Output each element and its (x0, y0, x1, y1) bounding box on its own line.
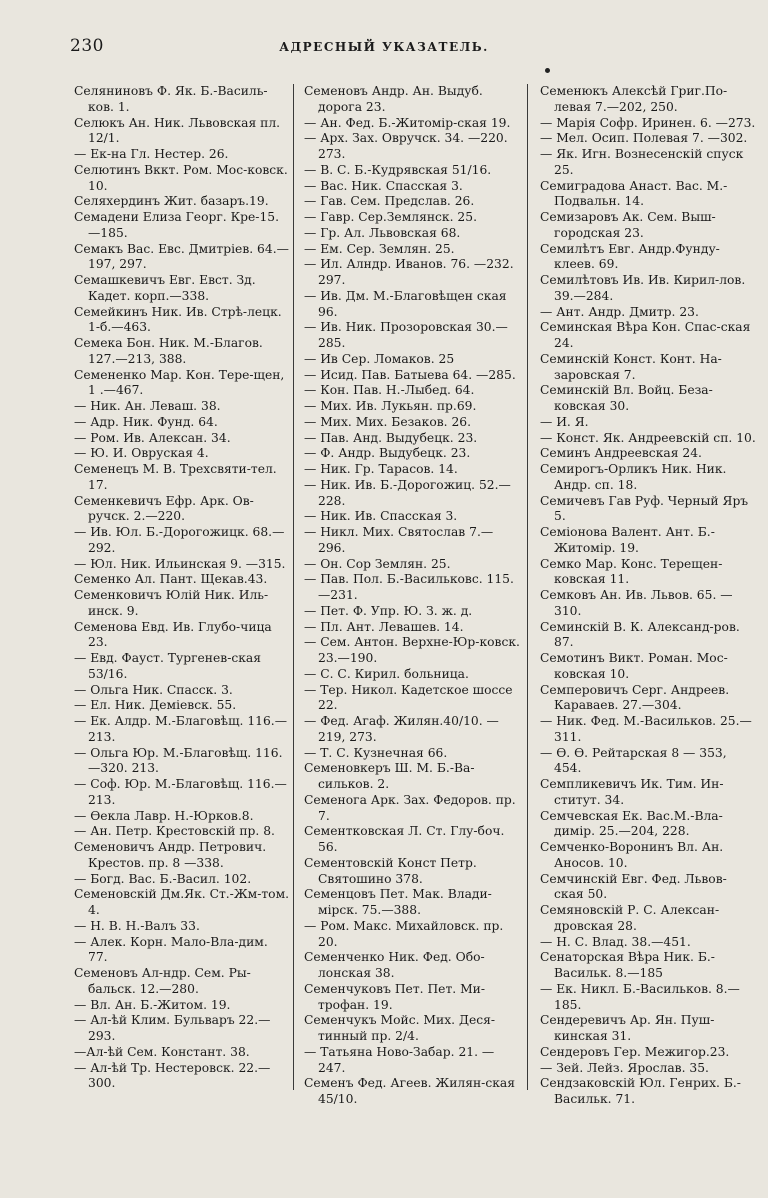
directory-entry: Семирогъ-Орликъ Ник. Ник. Андр. сп. 18. (540, 462, 727, 492)
directory-entry: — Ал-ѣй Тр. Нестеровск. 22.—300. (74, 1060, 271, 1091)
directory-entry: —Ал-ѣй Сем. Констант. 38. (74, 1044, 250, 1059)
directory-entry: — Ольга Ник. Спасск. 3. (74, 682, 233, 697)
directory-entry: Семека Бон. Ник. М.-Благов. 127.—213, 388. (74, 336, 263, 366)
directory-entry: — Пл. Ант. Левашев. 14. (304, 619, 464, 634)
directory-entry: Семченко-Воронинъ Вл. Ан. Аносов. 10. (540, 840, 724, 870)
directory-entry: Семперовичъ Серг. Андреев. Караваев. 27.—304. (540, 682, 730, 713)
directory-entry: — Ек. Никл. Б.-Васильков. 8.—185. (540, 981, 740, 1012)
directory-entry: Семакъ Вас. Евс. Дмитріев. 64.—197, 297. (74, 241, 289, 272)
directory-entry: — Исид. Пав. Батыева 64. —285. (304, 367, 516, 382)
directory-entry: — Гавр. Сер.Землянск. 25. (304, 210, 477, 224)
directory-entry: — Ив Сер. Ломаков. 25 (304, 351, 455, 366)
column-left (74, 84, 290, 1092)
directory-entry: — Зей. Лейз. Ярослав. 35. (540, 1060, 709, 1075)
directory-entry: Селютинъ Вккт. Ром. Мос-ковск. 10. (74, 162, 288, 193)
directory-entry: Сендеревичъ Ар. Ян. Пуш-кинская 31. (540, 1013, 715, 1043)
directory-entry: — Ан. Фед. Б.-Житомір-ская 19. (304, 115, 511, 130)
directory-entry: Семчинскій Евг. Фед. Львов-ская 50. (540, 871, 727, 902)
directory-entry: Семеновъ Андр. Ан. Выдуб. дорога 23. (304, 84, 483, 114)
directory-entry: — Он. Сор Землян. 25. (304, 556, 451, 571)
directory-entry: Семковъ Ан. Ив. Львов. 65. —310. (540, 588, 733, 618)
directory-entry: — Н. В. Н.-Валъ 33. (74, 918, 200, 933)
directory-entry: Сендзаковскій Юл. Генрих. Б.-Васильк. 71. (540, 1076, 741, 1106)
directory-entry: — Ан. Петр. Крестовскій пр. 8. (74, 824, 275, 839)
directory-entry: — Ник. Ан. Леваш. 38. (74, 399, 221, 413)
directory-entry: — Ник. Ив. Спасская 3. (304, 509, 458, 524)
directory-entry: — Соф. Юр. М.-Благовѣщ. 116.—213. (74, 777, 287, 807)
directory-entry: — Мел. Осип. Полевая 7. —302. (540, 131, 748, 146)
running-title: АДРЕСНЫЙ УКАЗАТЕЛЬ. (279, 40, 489, 54)
directory-entry: — В. С. Б.-Кудрявская 51/16. (304, 162, 492, 177)
directory-entry: — Кон. Пав. Н.-Лыбед. 64. (304, 383, 475, 398)
directory-entry: Сементовскій Конст Петр. Святошино 378. (304, 855, 477, 886)
directory-entry: Семотинъ Викт. Роман. Мос-ковская 10. (540, 651, 728, 681)
directory-entry: — Вас. Ник. Спасская 3. (304, 178, 463, 193)
directory-entry: — Ив. Юл. Б.-Дорогожицк. 68.—292. (74, 525, 285, 555)
directory-entry: — С. С. Кирил. больница. (304, 666, 469, 681)
directory-entry: — Т. С. Кузнечная 66. (304, 745, 448, 760)
directory-entry: — Ник. Ив. Б.-Дорогожиц. 52.—228. (304, 477, 511, 508)
directory-entry: Семчевская Ек. Вас.М.-Вла-димір. 25.—204, 228. (540, 808, 723, 839)
directory-entry: — Ел. Ник. Деміевск. 55. (74, 698, 237, 713)
directory-entry: Семашкевичъ Евг. Евст. Зд. Кадет. корп.—338. (74, 273, 256, 303)
directory-entry: — Ал-ѣй Клим. Бульваръ 22.—293. (74, 1013, 271, 1043)
directory-entry: — Пав. Пол. Б.-Васильковс. 115.—231. (304, 572, 514, 602)
directory-entry: Сендеровъ Гер. Межигор.23. (540, 1044, 730, 1059)
directory-entry: — Ольга Юр. М.-Благовѣщ. 116.—320. 213. (74, 745, 283, 776)
directory-entry: — Мих. Ив. Лукьян. пр.69. (304, 399, 477, 413)
directory-entry: — Ник. Гр. Тарасов. 14. (304, 462, 458, 476)
directory-entry: — Тер. Никол. Кадетское шоссе 22. (304, 682, 513, 713)
directory-entry: Семейкинъ Ник. Ив. Стрѣ-лецк. 1-б.—463. (74, 304, 282, 335)
directory-entry: — Ив. Дм. М.-Благовѣщен ская 96. (304, 288, 507, 319)
directory-entry: Семенко Ал. Пант. Щекав.43. (74, 572, 268, 587)
directory-entry: — Вл. Ан. Б.-Житом. 19. (74, 997, 231, 1012)
directory-entry: Семенецъ М. В. Трехсвяти-тел. 17. (74, 462, 277, 492)
directory-entry: Семинъ Андреевская 24. (540, 446, 702, 461)
directory-entry: Семенцовъ Пет. Мак. Влади-мірск. 75.—388. (304, 887, 492, 917)
directory-entry: — Ник. Фед. М.-Васильков. 25.—311. (540, 714, 752, 744)
directory-entry: Семенченко Ник. Фед. Обо-лонская 38. (304, 950, 485, 980)
directory-entry: Семиградова Анаст. Вас. М.-Подвальн. 14. (540, 178, 728, 209)
directory-entry: — Евд. Фауст. Тургенев-ская 53/16. (74, 651, 262, 681)
directory-entry: — Ю. И. Овруская 4. (74, 446, 209, 461)
directory-entry: — Пет. Ф. Упр. Ю. З. ж. д. (304, 603, 473, 618)
directory-entry: — Ром. Ив. Алексан. 34. (74, 430, 231, 445)
page-number: 230 (70, 36, 104, 56)
directory-entry: Семеновскій Дм.Як. Ст.-Жм-том. 4. (74, 887, 290, 917)
directory-entry: — Пав. Анд. Выдубецк. 23. (304, 430, 478, 445)
directory-entry: Селюкъ Ан. Ник. Львовская пл. 12/1. (74, 115, 281, 146)
directory-entry: — Ив. Ник. Прозоровская 30.—285. (304, 320, 508, 350)
directory-entry: Семенога Арк. Зах. Федоров. пр. 7. (304, 792, 516, 823)
directory-entry: Сементковская Л. Ст. Глу-боч. 56. (304, 824, 505, 854)
directory-entry: Семенковичъ Юлій Ник. Иль-инск. 9. (74, 588, 269, 618)
column-rule (293, 84, 294, 1090)
directory-entry: Семеновичъ Андр. Петрович. Крестов. пр. 8 —338. (74, 840, 267, 870)
directory-entry: — Гр. Ал. Львовская 68. (304, 225, 461, 240)
directory-entry: — Сем. Антон. Верхне-Юр-ковск. 23.—190. (304, 635, 520, 665)
directory-entry: — Марія Софр. Иринен. 6. —273. (540, 115, 756, 130)
directory-entry: Семадени Елиза Георг. Кре-15.—185. (74, 210, 279, 240)
directory-entry: — Алек. Корн. Мало-Вла-дим. 77. (74, 934, 268, 965)
directory-entry: Семинскій В. К. Александ-ров. 87. (540, 619, 740, 650)
directory-entry: Семинскій Вл. Войц. Беза-ковская 30. (540, 383, 713, 413)
column-right (540, 84, 756, 1108)
directory-entry: — Ант. Андр. Дмитр. 23. (540, 304, 699, 319)
directory-entry: Семененко Мар. Кон. Тере-щен, 1 .—467. (74, 367, 285, 398)
directory-entry: — Ѳекла Лавр. Н.-Юрков.8. (74, 808, 254, 823)
directory-entry: — И. Я. (540, 414, 589, 429)
directory-entry: Семилѣтъ Евг. Андр.Фунду-клеев. 69. (540, 241, 720, 272)
directory-entry: — Ф. Андр. Выдубецк. 23. (304, 446, 471, 461)
directory-entry: — Ем. Сер. Землян. 25. (304, 241, 455, 256)
directory-entry: — Ѳ. Ѳ. Рейтарская 8 — 353, 454. (540, 745, 727, 776)
directory-entry: Селяхердинъ Жит. базаръ.19. (74, 194, 269, 209)
directory-entry: Семеновкеръ Ш. М. Б.-Ва-сильков. 2. (304, 761, 475, 791)
directory-entry: Семичевъ Гав Руф. Черный Яръ 5. (540, 493, 749, 524)
directory-entry: Семіонова Валент. Ант. Б.-Житомір. 19. (540, 525, 715, 555)
directory-entry: Семко Мар. Конс. Терещен-ковская 11. (540, 556, 723, 587)
directory-entry: Семилѣтовъ Ив. Ив. Кирил-лов. 39.—284. (540, 273, 746, 303)
directory-entry: — Конст. Як. Андреевскій сп. 10. (540, 430, 756, 445)
directory-entry: Семенкевичъ Ефр. Арк. Ов-ручск. 2.—220. (74, 493, 254, 524)
directory-entry: Семенчукъ Мойс. Мих. Деся-тинный пр. 2/4. (304, 1013, 496, 1043)
directory-entry: Сенаторская Вѣра Ник. Б.-Васильк. 8.—185 (540, 950, 715, 980)
directory-entry: Семинскій Конст. Конт. На-заровская 7. (540, 351, 722, 382)
directory-entry: Семенюкъ Алексѣй Григ.По-левая 7.—202, 250. (540, 84, 728, 114)
directory-entry: Семеновъ Ал-ндр. Сем. Ры-бальск. 12.—280. (74, 966, 251, 996)
directory-entry: — Ек. Алдр. М.-Благовѣщ. 116.—213. (74, 714, 288, 744)
directory-entry: — Н. С. Влад. 38.—451. (540, 934, 691, 949)
directory-entry: Семенова Евд. Ив. Глубо-чица 23. (74, 619, 272, 650)
directory-entry: — Гав. Сем. Предслав. 26. (304, 194, 475, 209)
directory-entry: — Адр. Ник. Фунд. 64. (74, 414, 218, 429)
directory-entry: — Юл. Ник. Ильинская 9. —315. (74, 556, 286, 571)
directory-entry: — Ек-на Гл. Нестер. 26. (74, 147, 229, 161)
directory-entry: Семяновскій Р. С. Алексан-дровская 28. (540, 903, 720, 933)
printer-mark (545, 68, 550, 73)
directory-entry: — Никл. Мих. Святослав 7.—296. (304, 525, 494, 555)
directory-entry: — Богд. Вас. Б.-Васил. 102. (74, 871, 252, 886)
directory-entry: — Фед. Агаф. Жилян.40/10. —219, 273. (304, 714, 499, 744)
directory-entry: — Як. Игн. Вознесенскій спуск 25. (540, 147, 744, 177)
directory-entry: Семизаровъ Ак. Сем. Выш-городская 23. (540, 210, 716, 240)
directory-entry: — Мих. Мих. Безаков. 26. (304, 414, 472, 429)
directory-entry: — Арх. Зах. Овручск. 34. —220. 273. (304, 131, 508, 161)
directory-entry: Семенчуковъ Пет. Пет. Ми-трофан. 19. (304, 981, 486, 1012)
column-middle (304, 84, 520, 1108)
directory-entry: — Ил. Алндр. Иванов. 76. —232. 297. (304, 257, 514, 287)
directory-entry: Семпликевичъ Ик. Тим. Ин-ститут. 34. (540, 777, 724, 807)
directory-entry: Семенъ Фед. Агеев. Жилян-ская 45/10. (304, 1076, 515, 1106)
directory-entry: Семинская Вѣра Кон. Спас-ская 24. (540, 320, 751, 350)
directory-entry: Селяниновъ Ф. Як. Б.-Василь-ков. 1. (74, 84, 268, 114)
column-rule (527, 84, 528, 1090)
directory-entry: — Ром. Макс. Михайловск. пр. 20. (304, 918, 504, 949)
directory-entry: — Татьяна Ново-Забар. 21. —247. (304, 1044, 495, 1075)
